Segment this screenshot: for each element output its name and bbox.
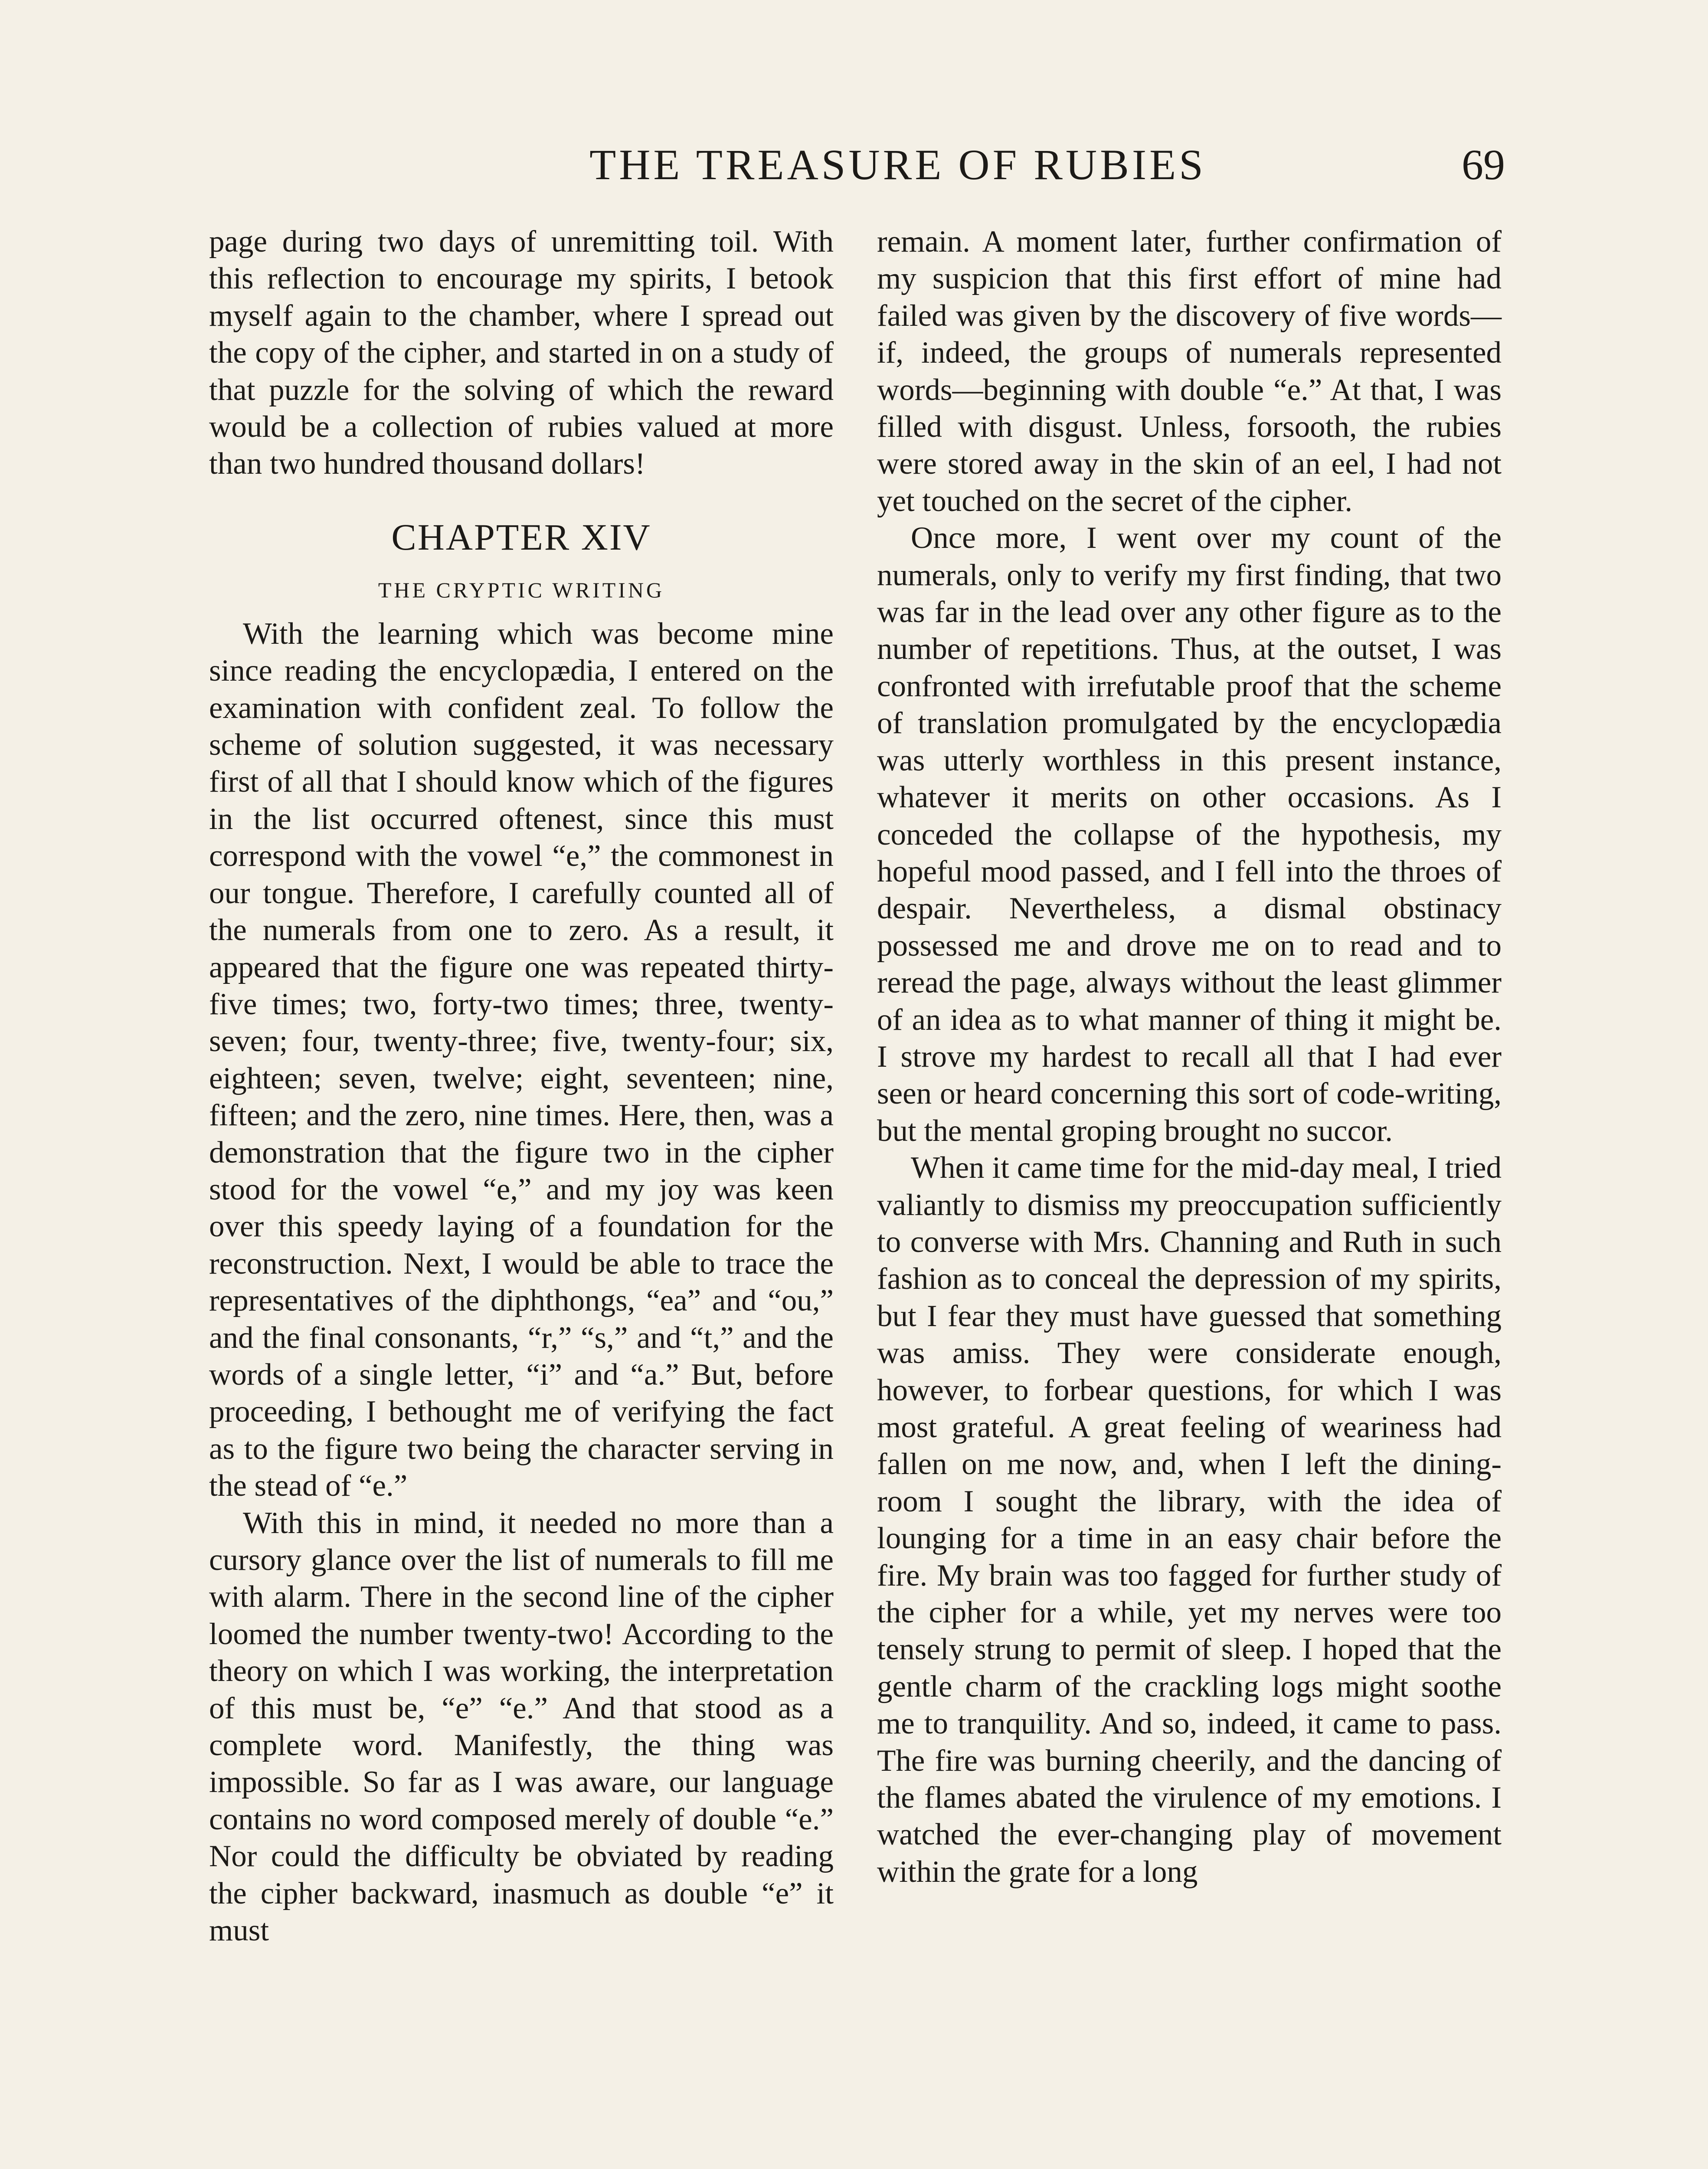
- body-paragraph: With this in mind, it needed no more than a cursory glance over the list of numerals to fill me with alarm. There in the second line of the cipher loomed the number twenty-two! According to the theory on which I was working, the interpretation of this must be, “e” “e.” And that stood as a complete word. Manifestly, the thing was impossible. So far as I was aware, our language contains no word composed merely of double “e.” Nor could the difficulty be obviated by reading the cipher backward, inasmuch as double “e” it must: [209, 1506, 834, 1948]
- page-number: 69: [1462, 141, 1505, 189]
- body-paragraph: Once more, I went over my count of the numerals, only to verify my first finding, that two was far in the lead over any other figure as to the number of repetitions. Thus, at the outset, I was confronted with irrefutable proof that the scheme of translation promulgated by the encyclopædia was utterly worthless in this present instance, whatever it merits on other occasions. As I conceded the collapse of the hypothesis, my hopeful mood passed, and I fell into the throes of despair. Nevertheless, a dismal obstinacy possessed me and drove me on to read and to reread the page, always without the least glimmer of an idea as to what manner of thing it might be. I strove my hardest to recall all that I had ever seen or heard concerning this sort of code-writing, but the mental groping brought no succor.: [877, 521, 1502, 1148]
- body-paragraph: When it came time for the mid-day meal, I tried valiantly to dismiss my preoccupation sufficiently to converse with Mrs. Channing and Ruth in such fashion as to conceal the depression of my spirits, but I fear they must have guessed that something was amiss. They were considerate enough, however, to forbear questions, for which I was most grateful. A great feeling of weariness had fallen on me now, and, when I left the dining-room I sought the library, with the idea of lounging for a time in an easy chair before the fire. My brain was too fagged for further study of the cipher for a while, yet my nerves were too tensely strung to permit of sleep. I hoped that the gentle charm of the crackling logs might soothe me to tranquility. And so, indeed, it came to pass. The fire was burning cheerily, and the dancing of the flames abated the virulence of my emotions. I watched the ever-changing play of movement within the grate for a long: [877, 1151, 1502, 1889]
- chapter-title: CHAPTER XIV: [391, 516, 651, 558]
- right-column: [877, 223, 1502, 1891]
- page-header: [208, 130, 1505, 200]
- running-title: THE TREASURE OF RUBIES: [589, 141, 1206, 189]
- continued-paragraph: page during two days of unremitting toil. With this reflection to encourage my spirits, I betook myself again to the chamber, where I spread out the copy of the cipher, and started in on a study of that puzzle for the solving of which the reward would be a collection of rubies valued at more than two hundred thousand dollars!: [209, 225, 834, 481]
- chapter-subtitle: THE CRYPTIC WRITING: [378, 577, 665, 602]
- continued-paragraph: remain. A moment later, further confirmation of my suspicion that this first effort of mine had failed was given by the discovery of five words—if, indeed, the groups of numerals represented words—beginning with double “e.” At that, I was filled with disgust. Unless, forsooth, the rubies were stored away in the skin of an eel, I had not yet touched on the secret of the cipher.: [877, 225, 1502, 518]
- left-column: [209, 223, 834, 1949]
- body-paragraph: With the learning which was become mine since reading the encyclopædia, I entered on the examination with confident zeal. To follow the scheme of solution suggested, it was necessary first of all that I should know which of the figures in the list occurred oftenest, since this must correspond with the vowel “e,” the commonest in our tongue. Therefore, I carefully counted all of the numerals from one to zero. As a result, it appeared that the figure one was repeated thirty-five times; two, forty-two times; three, twenty-seven; four, twenty-three; five, twenty-four; six, eighteen; seven, twelve; eight, seventeen; nine, fifteen; and the zero, nine times. Here, then, was a demonstration that the figure two in the cipher stood for the vowel “e,” and my joy was keen over this speedy laying of a foundation for the reconstruction. Next, I would be able to trace the representatives of the diphthongs, “ea” and “ou,” and the final consonants, “r,” “s,” and “t,” and the words of a single letter, “i” and “a.” But, before proceeding, I bethought me of verifying the fact as to the figure two being the character serving in the stead of “e.”: [209, 616, 834, 1503]
